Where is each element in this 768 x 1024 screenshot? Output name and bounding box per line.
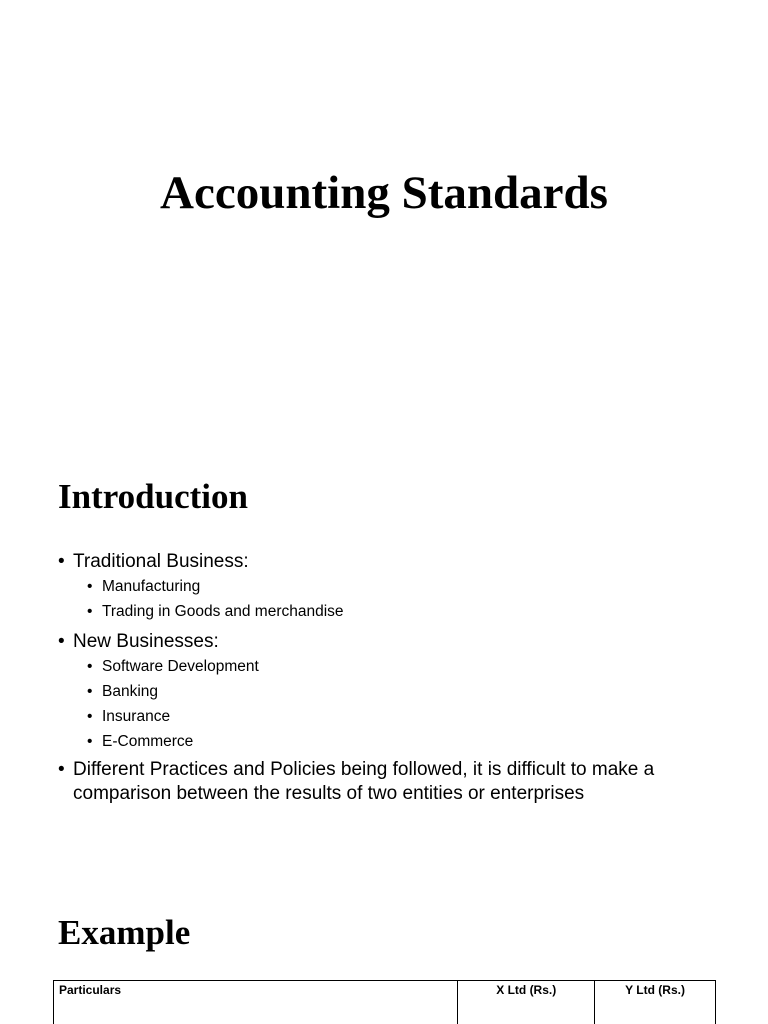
table-header-row: [54, 981, 716, 1024]
sub-bullet-banking: • Banking: [87, 679, 738, 704]
sub-bullet-insurance: • Insurance: [87, 704, 738, 729]
header-y-ltd: Y Ltd (Rs.): [595, 981, 716, 1024]
title-slide: [0, 0, 768, 440]
sub-bullet-trading: • Trading in Goods and merchandise: [87, 599, 738, 624]
bullet-new-businesses: • New Businesses:: [58, 630, 738, 654]
bullet-traditional-business: • Traditional Business:: [58, 550, 738, 574]
sub-bullet-software-development: • Software Development: [87, 654, 738, 679]
example-table: [53, 980, 716, 1024]
introduction-heading: Introduction: [58, 477, 248, 516]
bullet-different-practices: • Different Practices and Policies being followed, it is difficult to make a comparison between the results of two entities or enterprises: [58, 758, 738, 806]
introduction-slide: [0, 440, 768, 880]
new-businesses-sublist: [87, 654, 738, 754]
sub-bullet-manufacturing: • Manufacturing: [87, 574, 738, 599]
header-x-ltd: X Ltd (Rs.): [458, 981, 595, 1024]
introduction-bullet-list: [58, 550, 738, 806]
slide-title: Accounting Standards: [160, 167, 608, 219]
example-slide: [0, 880, 768, 1024]
sub-bullet-e-commerce: • E-Commerce: [87, 729, 738, 754]
traditional-business-sublist: [87, 574, 738, 624]
example-heading: Example: [58, 913, 191, 952]
header-particulars: Particulars: [54, 981, 458, 1024]
